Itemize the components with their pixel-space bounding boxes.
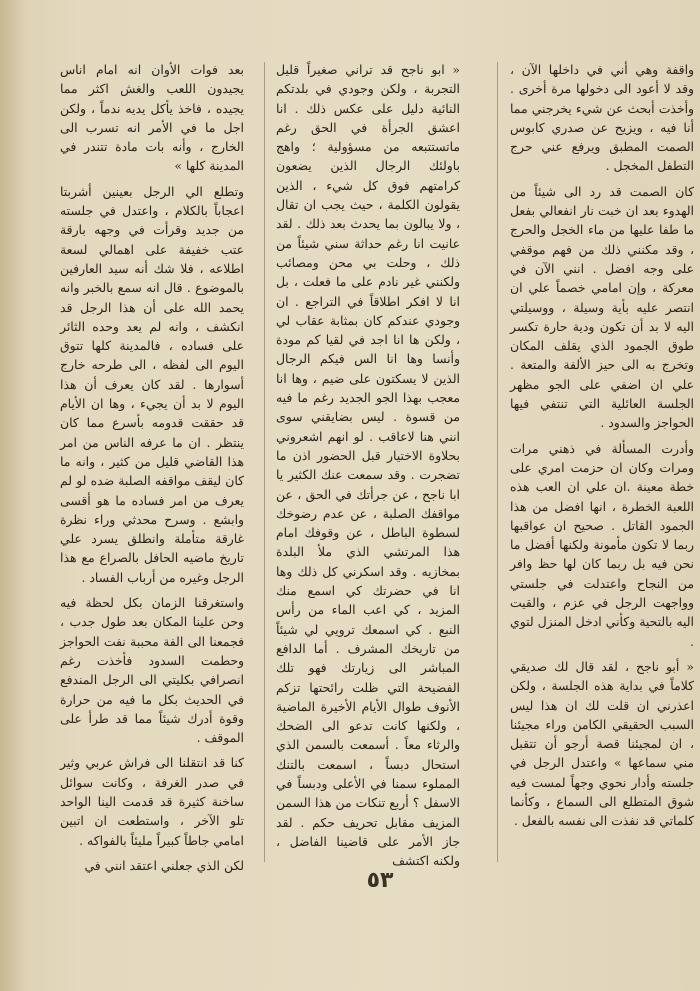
paragraph: « أبو ناجح ، لقد قال لك صديقي كلاماً في بداية هذه الجلسة ، ولكن اعذرني ان قلت لك ان هذا ليس السبب الحقيقي الكامن وراء مجيئنا ، ان لمجيئنا قصة أرجو أن تتقبل مني سماعها » واعتدل الرجل في جلسته وأدار نحوي وجهاً لمست فيه شوق المتطلع الى السماع ، وكأنما كلماتي قد نفذت الى نفسه بالفعل . xyxy=(510,658,694,829)
paragraph: « ابو ناجح قد تراني صغيراً قليل التجربة ، ولكن وجودي في بلدتكم النائية دليل على عكس ذلك . انا اعشق الجرأة في الحق رغم ماتستتبعه من مسؤولية ؛ واهج باولئك الرجال الذين يضعون كرامتهم فوق كل شيء ، الذين يقولون الكلمة ، حيث يجب ان تقال ، ولا يبالون بما يحدث بعد ذلك . لقد عانيت انا رغم حداثة سني شيئاً من ذلك ، وحلت بي محن ومصائب ولكنني غير نادم على ما فعلت ، بل انا لا افكر اطلاقاً في التراجع . ان وجودي عندكم كان بمثابة عقاب لي ، ولكن ها انا اجد في لقيا كم مودة وأنسا وها انا الس فيكم الرجال الذين لا يسكتون على ضيم ، وها انا معجب بهذا الجو الجديد رغم ما فيه من قسوة . ليس بضايقني سوى انني هنا لاعاقب . لو انهم اشعروني بحلاوة الاختيار قبل الحضور اذن ما تضجرت . وقد سمعت عنك الكثير يا ابا ناجح ، عن جرأتك في الحق ، عن مواقفك الصلبة ، عن عدم رضوخك لسطوة الباطل ، عن وقوفك امام هذا المرتشي الذي ملأ البلدة بمخازيه . وقد اسكرني كل ذلك وها انا في حضرتك كي اسمع منك المزيد ، كي اعب الماء من رأس النبع . كي اسمعك ترويي لي شيئاً من تاريخك المشرف . أما الدافع المباشر الى زيارتك فهو تلك الفضيحة التي ظلت رائحتها تزكم الأنوف طوال الأيام الأخيرة الماضية ، ولكنها كانت تدعو الى الضحك والرثاء معاً . أسمعت بالسمن الذي استحال دبساً ، اسمعت بالتنك المملوء سمنا في الأعلى ودبساً في الاسفل ؟ أربع تنكات من هذا السمن المزيف مقابل تحريف حكم . لقد جاز الأمر على قاضينا الفاضل ، ولكنه اكتشف xyxy=(276,62,460,869)
paragraph: كان الصمت قد رد الى شيئاً من الهدوء بعد ان خبت نار انفعالي بفعل ما طفا عليها من ماء الخجل والحرج ، وقد مكنني ذلك من فهم موقفي على وجه افضل . انني الآن في معركة ، وإن امامي خصماً علي ان انتصر عليه بأية وسيلة ، ووسيلتي اليه لا بد أن تكون ودية حارة تكسر طوق الجمود الذي يقلف المكان وتخرج به الى حيز الألفة والمتعة . علي ان اضفي على الجو مظهر الجلسة العائلية التي تنتفي فيها الحواجز والسدود . xyxy=(510,183,694,431)
text-column-right xyxy=(510,60,694,837)
page-number: ٥٣ xyxy=(366,868,394,893)
column-divider xyxy=(497,62,498,862)
paragraph: كنا قد انتقلنا الى فراش عربي وثير في صدر الغرفة ، وكانت سوائل ساخنة كثيرة قد قدمت الينا الواحد تلو الآخر ، واستطعت ان اتبين امامي جاطاً كبيراً مليئاً بالفواكه . xyxy=(60,755,244,848)
paragraph: وتطلع الي الرجل بعينين أشربتا اعجاباً بالكلام ، واعتدل في جلسته من جديد وقرأت في وجهه بارقة عتب خفيفة على اهمالي لسعة اطلاعه ، فلا شك أنه سيد العارفين بالموضوع . قال انه سمع بالخبر وانه يحمد الله على أن هذا الرجل قد انكشف ، وانه لم يعد وحده الثائر على فساده ، فالمدينة كلها تتوق اليوم الى لفظه ، الى طرحه خارج أسوارها . لقد كان يعرف أن هذا اليوم لا بد أن يجيء ، وها ان الأيام قد حققت قدومه بأسرع مما كان ينتظر . ان ما عرفه الناس من امر هذا القاضي قليل من كثير ، وانه ما كان ليقف مواقفه الصلبة ضده لو لم يعرف من امر فساده ما هو أقسى وابشع . وسرح محدثي وراء نظرة غارقة متأملة وانطلق يسرد علي تاريخ ماضيه الحافل بالصراع مع هذا الرجل وغيره من أرباب الفساد . xyxy=(60,183,244,585)
page-edge-shadow xyxy=(0,0,26,991)
paragraph: واستغرقنا الزمان بكل لحظة فيه وحن علينا المكان بعد طول جدب ، فجمعنا الى الفة محببة نفت الحواجز وحطمت السدود فأخذت رغم انصرافي بكليتي الى الرجل المندفع في الحديث بكل ما فيه من حرارة وقوة أدرك شيئاً مما قد طرأ على الموقف . xyxy=(60,595,244,746)
text-column-left xyxy=(60,60,244,881)
paragraph: وأدرت المسألة في ذهني مرات ومرات وكان ان حزمت امري على خطة معينة .ان علي ان العب هذه اللعبة الخطرة ، انها افضل من هذا الجمود القاتل . صحيح ان عواقبها ربما لا تكون مأمونة ولكنها أفضل ما نحن فيه بل ربما كان لها حظ وافر من النجاح واعتدلت في جلستي وواجهت الرجل في عزم ، والقيت اليه بالتحية وكأني ادخل المنزل لتوي . xyxy=(510,440,694,649)
text-column-middle xyxy=(276,60,460,876)
paragraph: لكن الذي جعلني اعتقد انني في xyxy=(84,857,244,873)
paragraph: واقفة وهي أني في داخلها الآن ، وقد لا أعود الى دخولها مرة أخرى . وأخذت أبحث عن شيء يخرجني مما أنا فيه ، ويزيح عن صدري كابوس الصمت المطبق ويرفع عني حرج التطفل المخجل . xyxy=(510,62,694,174)
column-divider xyxy=(264,62,265,862)
paragraph: بعد فوات الأوان انه امام اناس يجيدون اللعب والغش اكثر مما يجيده ، فاخذ يأكل يديه ندماً ، ولكن اجل ما في الأمر انه تسرب الى الخارج ، وأنه بات مادة تتندر في المدينة كلها » xyxy=(60,62,244,174)
